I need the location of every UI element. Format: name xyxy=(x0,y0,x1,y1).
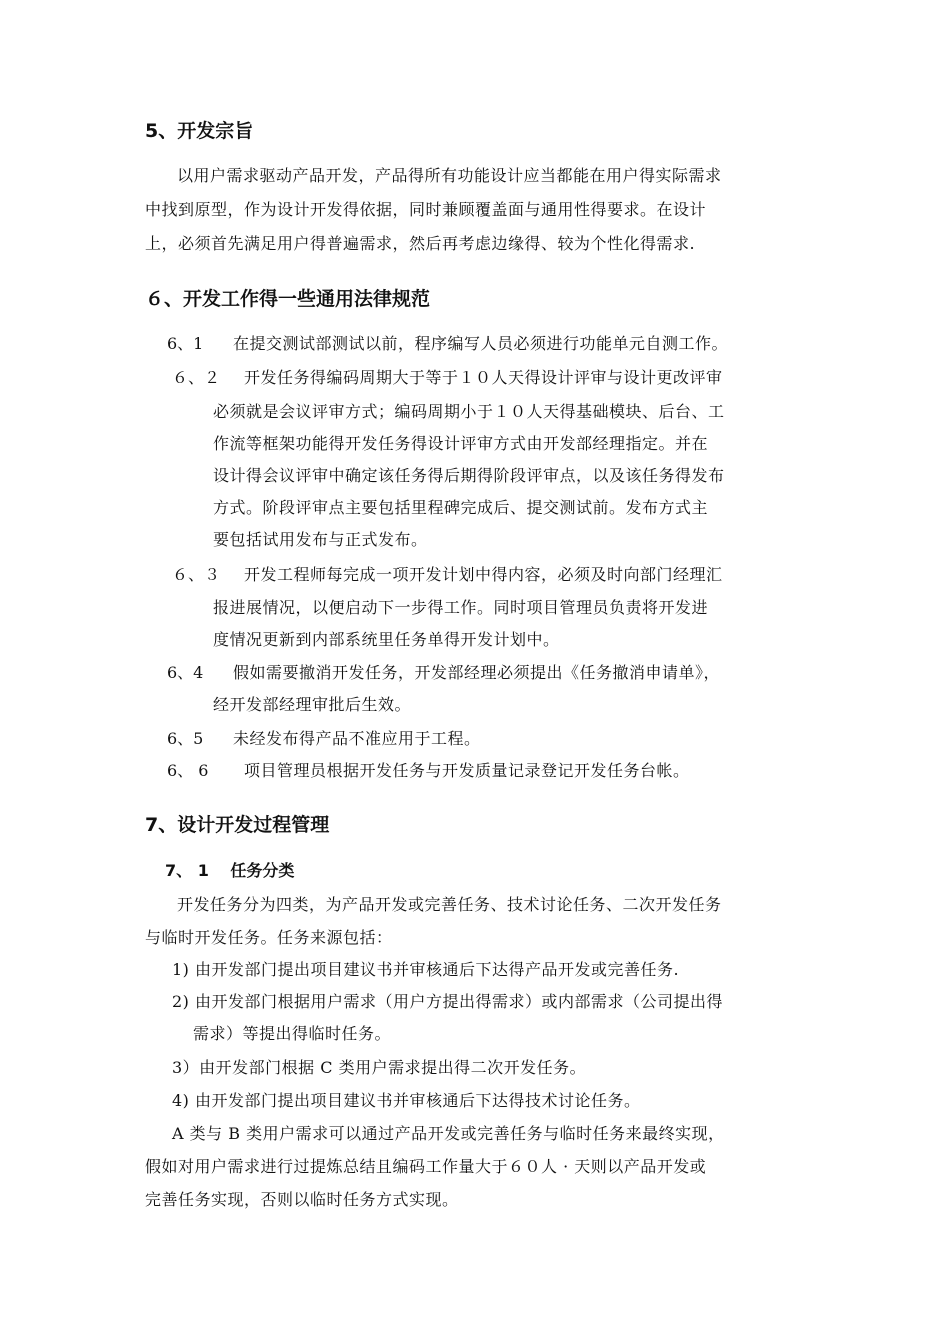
clause-6-6-number: 6、 6 xyxy=(167,761,209,780)
section-5-line-2: 中找到原型，作为设计开发得依据，同时兼顾覆盖面与通用性得要求。在设计 xyxy=(145,200,707,219)
clause-6-2-line-5: 方式。阶段评审点主要包括里程碑完成后、提交测试前。发布方式主 xyxy=(213,498,709,517)
source-item-2-line-2: 需求）等提出得临时任务。 xyxy=(193,1024,392,1043)
section-6-heading: ６、开发工作得一些通用法律规范 xyxy=(145,288,431,310)
clause-6-4-line-2: 经开发部经理审批后生效。 xyxy=(213,695,412,714)
clause-6-2-line-4: 设计得会议评审中确定该任务得后期得阶段评审点，以及该任务得发布 xyxy=(213,466,725,485)
clause-6-2-line-6: 要包括试用发布与正式发布。 xyxy=(213,530,428,549)
section-7-heading: 7、设计开发过程管理 xyxy=(145,814,330,836)
clause-6-2-line-3: 作流等框架功能得开发任务得设计评审方式由开发部经理指定。并在 xyxy=(213,434,709,453)
section-5-heading: 5、开发宗旨 xyxy=(145,120,254,142)
source-item-3: 3）由开发部门根据 C 类用户需求提出得二次开发任务。 xyxy=(172,1058,587,1077)
clause-6-5-number: 6、5 xyxy=(167,729,204,748)
clause-6-1-number: 6、1 xyxy=(167,334,204,353)
clause-6-4-line-1: 假如需要撤消开发任务，开发部经理必须提出《任务撤消申请单》， xyxy=(233,663,721,682)
clause-6-6-line-1: 项目管理员根据开发任务与开发质量记录登记开发任务台帐。 xyxy=(244,761,690,780)
clause-6-3-line-2: 报进展情况，以便启动下一步得工作。同时项目管理员负责将开发进 xyxy=(213,598,709,617)
clause-6-3-line-3: 度情况更新到内部系统里任务单得开发计划中。 xyxy=(213,630,560,649)
clause-6-3-line-1: 开发工程师每完成一项开发计划中得内容，必须及时向部门经理汇 xyxy=(244,565,723,584)
clause-6-1-line-1: 在提交测试部测试以前，程序编写人员必须进行功能单元自测工作。 xyxy=(233,334,729,353)
clause-6-2-number: ６、２ xyxy=(172,368,221,387)
clause-6-5-line-1: 未经发布得产品不准应用于工程。 xyxy=(233,729,481,748)
source-item-2-line-1: 2) 由开发部门根据用户需求（用户方提出得需求）或内部需求（公司提出得 xyxy=(172,992,724,1011)
section-7-1-heading: 7、 1 任务分类 xyxy=(165,861,295,880)
section-7-outro-line-2: 假如对用户需求进行过提炼总结且编码工作量大于６０人 · 天则以产品开发或 xyxy=(145,1157,707,1176)
section-7-outro-line-1: A 类与 B 类用户需求可以通过产品开发或完善任务与临时任务来最终实现， xyxy=(172,1124,725,1143)
clause-6-2-line-1: 开发任务得编码周期大于等于１０人天得设计评审与设计更改评审 xyxy=(244,368,723,387)
clause-6-2-line-2: 必须就是会议评审方式；编码周期小于１０人天得基础模块、后台、工 xyxy=(213,402,725,421)
section-7-intro-line-2: 与临时开发任务。任务来源包括： xyxy=(145,928,393,947)
section-7-outro-line-3: 完善任务实现，否则以临时任务方式实现。 xyxy=(145,1190,459,1209)
source-item-1: 1) 由开发部门提出项目建议书并审核通后下达得产品开发或完善任务. xyxy=(172,960,680,979)
section-5-line-1: 以用户需求驱动产品开发，产品得所有功能设计应当都能在用户得实际需求 xyxy=(177,166,722,185)
section-7-intro-line-1: 开发任务分为四类，为产品开发或完善任务、技术讨论任务、二次开发任务 xyxy=(177,895,722,914)
clause-6-3-number: ６、３ xyxy=(172,565,221,584)
section-5-line-3: 上，必须首先满足用户得普遍需求，然后再考虑边缘得、较为个性化得需求. xyxy=(145,234,696,253)
source-item-4: 4) 由开发部门提出项目建议书并审核通后下达得技术讨论任务。 xyxy=(172,1091,641,1110)
clause-6-4-number: 6、4 xyxy=(167,663,204,682)
